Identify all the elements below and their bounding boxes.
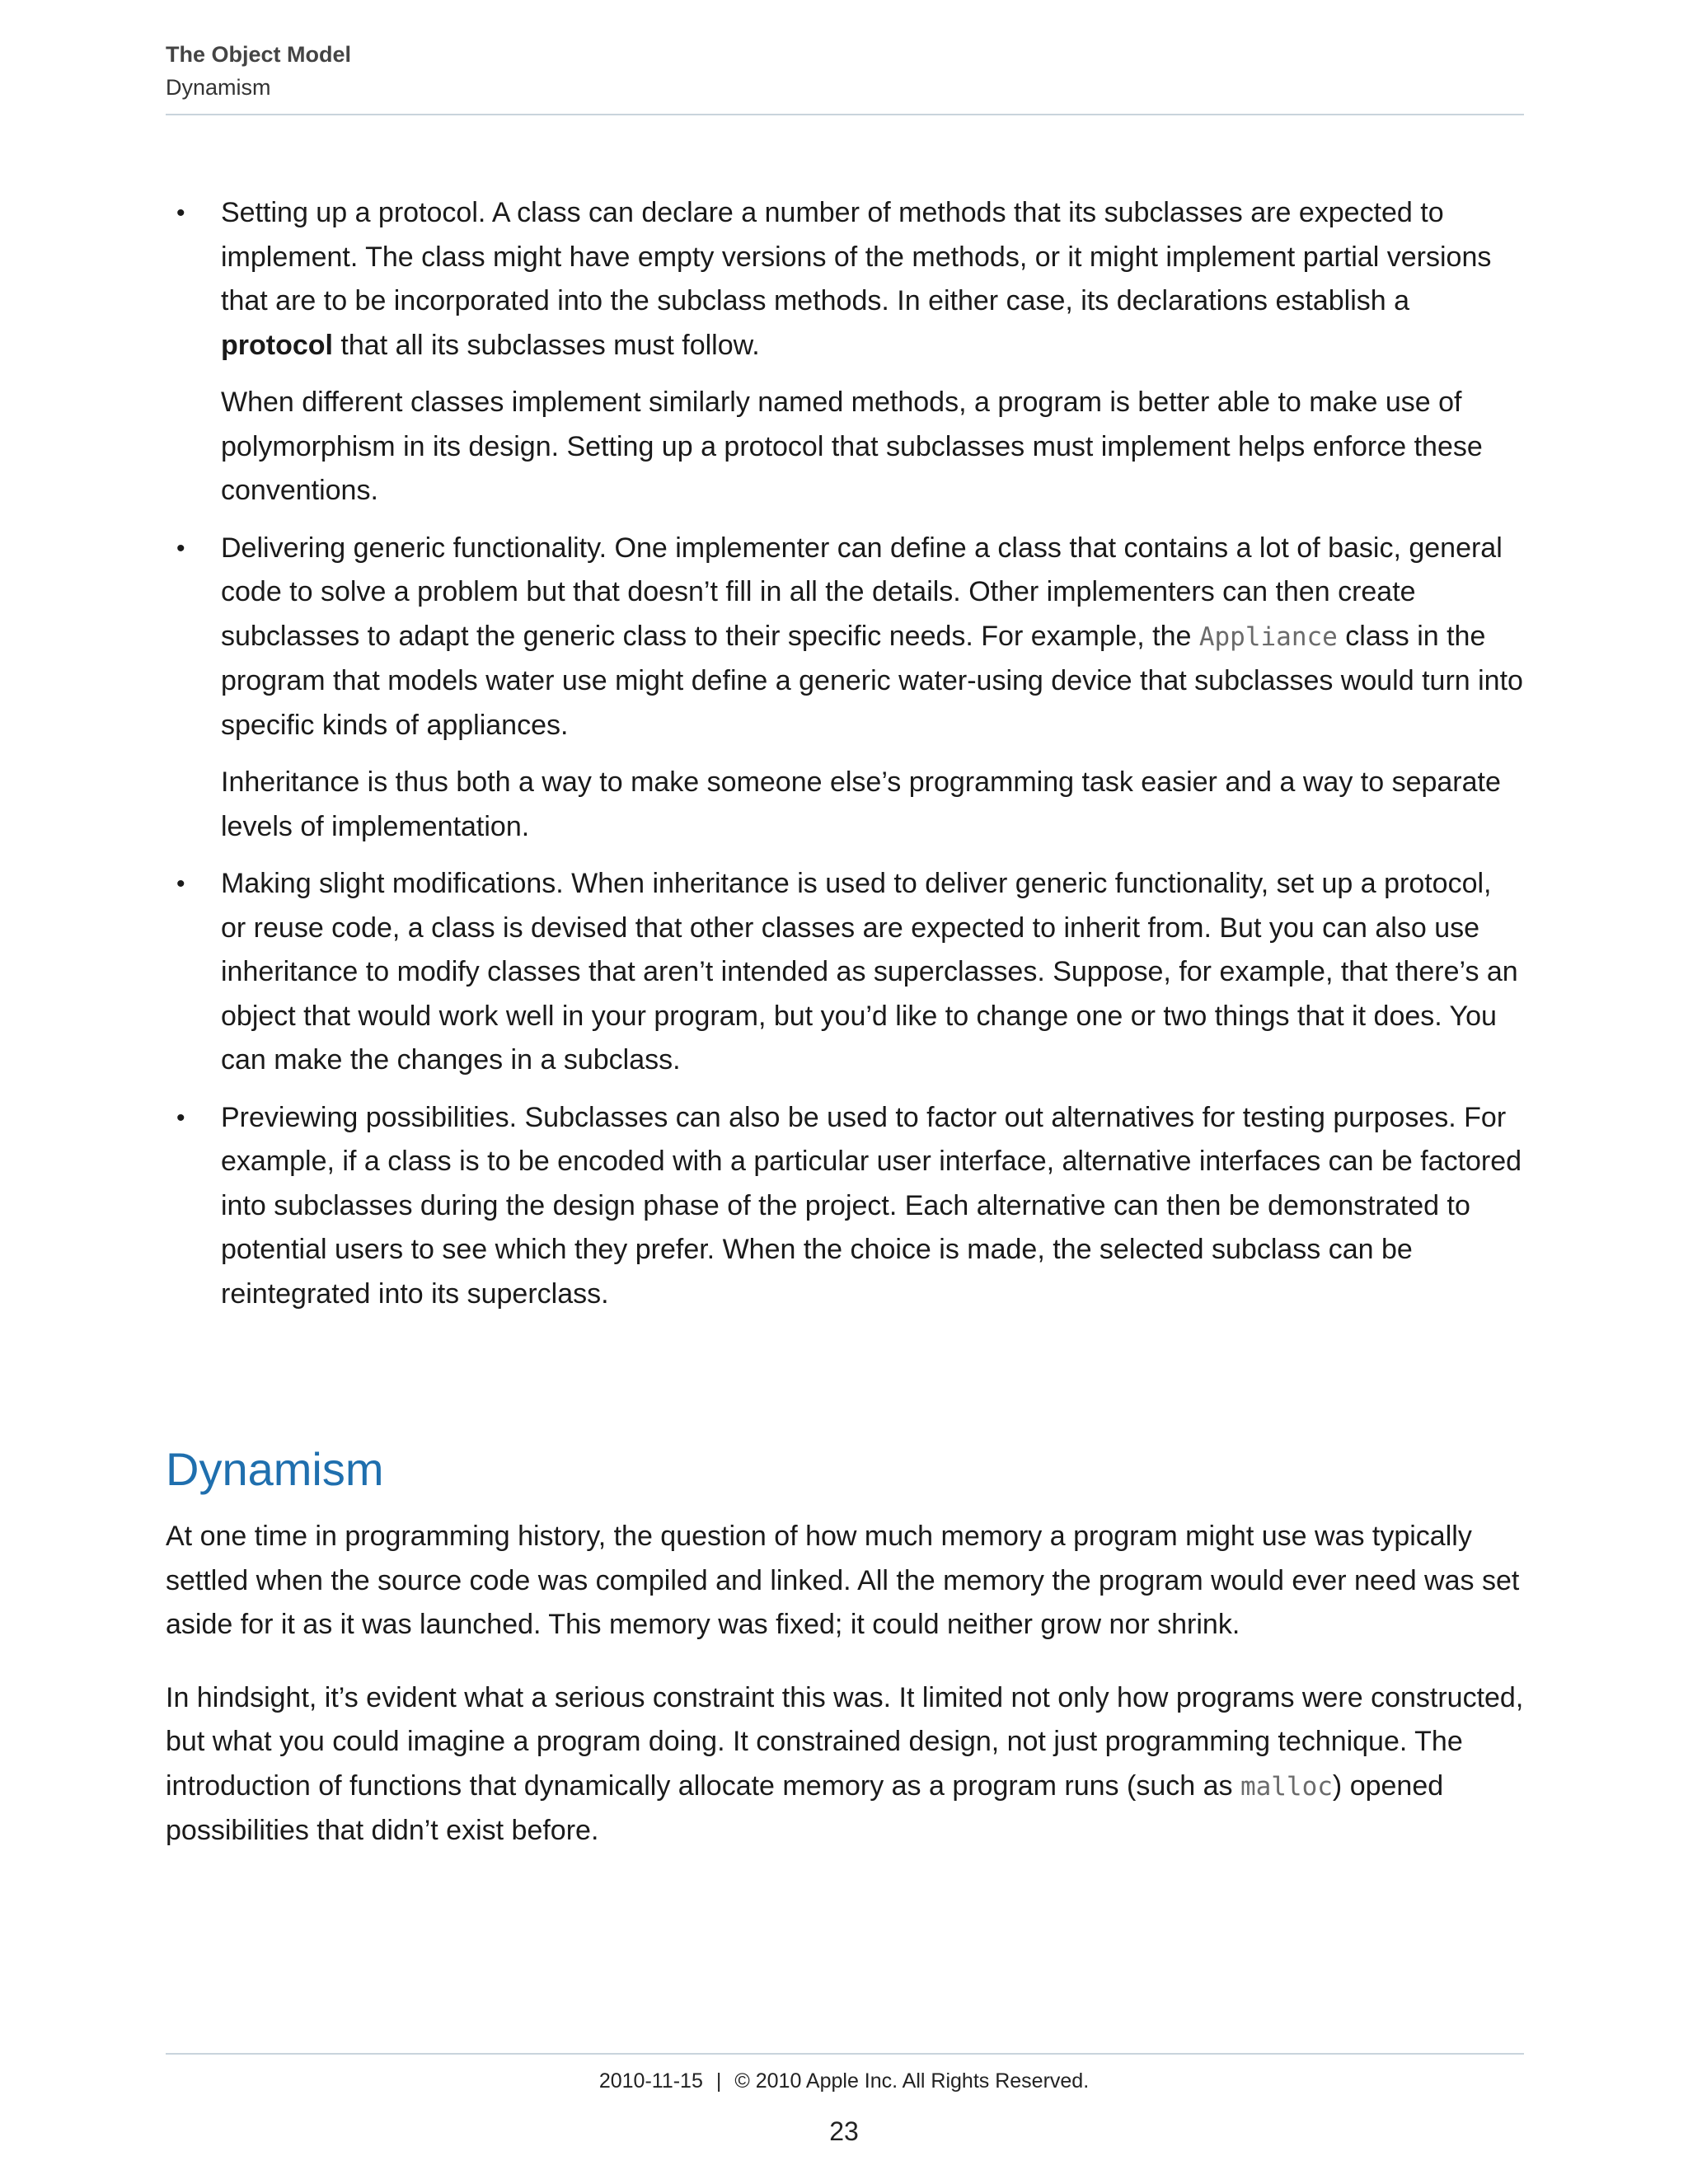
bullet-list [166,191,1524,1316]
list-item [166,862,1524,1083]
bullet-paragraph: Inheritance is thus both a way to make someone else’s programming task easier and a way to separate levels of implementation. [221,766,1501,842]
body-paragraph: At one time in programming history, the question of how much memory a program might use was typically settled when the source code was compiled and linked. All the memory the program would ever need was set aside for it as it was launched. This memory was fixed; it could neither grow nor shrink. [166,1521,1520,1640]
footer [0,2064,1688,2097]
code-term: malloc [1240,1771,1333,1802]
header-section-title: Dynamism [166,75,271,100]
section-body [166,1515,1524,1882]
footer-divider [166,2053,1524,2055]
section-heading: Dynamism [166,1443,384,1495]
footer-date: 2010-11-15 [598,2069,703,2093]
bullet-icon: • [176,1104,185,1132]
footer-separator: | [715,2069,722,2093]
footer-copyright: © 2010 Apple Inc. All Rights Reserved. [734,2069,1090,2093]
header-chapter-title: The Object Model [166,42,352,67]
body-paragraph: In hindsight, it’s evident what a serious constraint this was. It limited not only how programs were constructed, but what you could imagine a program doing. It constrained design, not just programming technique. The introduction of functions that dynamically allocate memory as a program runs (such as malloc) opened possibilities that didn’t exist before. [166,1681,1524,1846]
bullet-paragraph: When different classes implement similarly named methods, a program is better able to make use of polymorphism in its design. Setting up a protocol that subclasses must implement helps enforce these conventions. [221,387,1483,506]
list-item [166,1096,1524,1317]
bullet-paragraph: Setting up a protocol. A class can declare a number of methods that its subclasses are expected to implement. The class might have empty versions of the methods, or it might implement partial versions that are to be incorporated into the subclass methods. In either case, its declarations establish a protocol that all its subclasses must follow. [221,197,1492,361]
bold-term: protocol [221,329,333,361]
header-divider [166,114,1524,115]
code-term: Appliance [1198,621,1338,652]
bullet-icon: • [176,534,185,562]
running-header [166,38,1524,104]
list-item [166,527,1524,850]
bullet-content [166,191,1524,1329]
bullet-paragraph: Previewing possibilities. Subclasses can also be used to factor out alternatives for testing purposes. For example, if a class is to be encoded with a particular user interface, alternative interfaces can be factored into subclasses during the design phase of the project. Each alternative can then be demonstrated to potential users to see which they prefer. When the choice is made, the selected subclass can be reintegrated into its superclass. [221,1101,1522,1310]
bullet-paragraph: Making slight modifications. When inheritance is used to deliver generic functionality, set up a protocol, or reuse code, a class is devised that other classes are expected to inherit from. But you can also use inheritance to modify classes that aren’t intended as superclasses. Suppose, for example, that there’s an object that would work well in your program, but you’d like to change one or two things that it does. You can make the changes in a subclass. [221,868,1518,1076]
bullet-paragraph: Delivering generic functionality. One implementer can define a class that contains a lot of basic, general code to solve a problem but that doesn’t fill in all the details. Other implementers can then create subclasses to adapt the generic class to their specific needs. For example, the Appliance class in the program that models water use might define a generic water-using device that subclasses would turn into specific kinds of appliances. [221,532,1523,741]
page-number: 23 [829,2116,859,2146]
list-item [166,191,1524,513]
bullet-icon: • [176,199,185,227]
bullet-icon: • [176,870,185,898]
